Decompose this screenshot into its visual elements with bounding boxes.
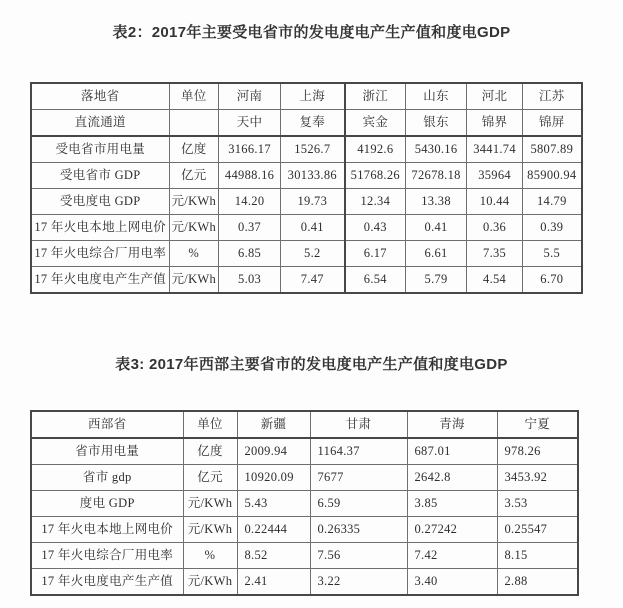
value-cell: 19.73 (281, 189, 345, 215)
value-cell: 978.26 (497, 438, 578, 465)
value-cell: 7.47 (281, 267, 345, 294)
table-header-cell: 锦屏 (523, 110, 582, 137)
table-row (31, 215, 582, 241)
row-label-cell: 受电省市用电量 (31, 136, 169, 163)
value-cell: 2.88 (497, 569, 578, 596)
table-header-cell: 河南 (219, 83, 281, 110)
table-header-cell: 单位 (183, 411, 237, 438)
unit-cell: 元/KWh (183, 517, 237, 543)
unit-cell: % (169, 241, 219, 267)
row-label-cell: 17 年火电综合厂用电率 (31, 241, 169, 267)
table-header-cell: 宾金 (345, 110, 406, 137)
table-header-cell: 单位 (169, 83, 219, 110)
western-provinces-table (30, 410, 579, 596)
value-cell: 2.41 (237, 569, 310, 596)
value-cell: 0.41 (281, 215, 345, 241)
table-header-cell: 落地省 (31, 83, 169, 110)
value-cell: 3453.92 (497, 465, 578, 491)
value-cell: 5.43 (237, 491, 310, 517)
unit-cell: 亿元 (169, 163, 219, 189)
value-cell: 3441.74 (467, 136, 523, 163)
row-label-cell: 受电省市 GDP (31, 163, 169, 189)
value-cell: 6.61 (406, 241, 467, 267)
value-cell: 8.52 (237, 543, 310, 569)
table-header-cell: 复奉 (281, 110, 345, 137)
row-label-cell: 17 年火电本地上网电价 (31, 215, 169, 241)
value-cell: 14.79 (523, 189, 582, 215)
row-label-cell: 17 年火电度电产生产值 (31, 569, 183, 596)
value-cell: 30133.86 (281, 163, 345, 189)
value-cell: 0.25547 (497, 517, 578, 543)
unit-cell: 元/KWh (169, 189, 219, 215)
value-cell: 4.54 (467, 267, 523, 294)
value-cell: 0.41 (406, 215, 467, 241)
table-header-row (31, 411, 578, 438)
receiving-provinces-table (30, 82, 583, 294)
row-label-cell: 省市 gdp (31, 465, 183, 491)
value-cell: 44988.16 (219, 163, 281, 189)
table-header-cell: 新疆 (237, 411, 310, 438)
value-cell: 687.01 (407, 438, 497, 465)
receiving-provinces-table-container (30, 82, 583, 294)
value-cell: 6.70 (523, 267, 582, 294)
table-header-row (31, 110, 582, 137)
unit-cell: % (183, 543, 237, 569)
table-row (31, 543, 578, 569)
table-header-cell: 天中 (219, 110, 281, 137)
table-row (31, 189, 582, 215)
value-cell: 10.44 (467, 189, 523, 215)
unit-cell: 元/KWh (169, 267, 219, 294)
value-cell: 1164.37 (310, 438, 407, 465)
table3-title: 表3: 2017年西部主要省市的发电度电产生产值和度电GDP (115, 356, 508, 373)
value-cell: 14.20 (219, 189, 281, 215)
western-provinces-table-container (30, 410, 579, 596)
value-cell: 0.43 (345, 215, 406, 241)
value-cell: 6.54 (345, 267, 406, 294)
value-cell: 13.38 (406, 189, 467, 215)
table-row (31, 465, 578, 491)
unit-cell: 元/KWh (183, 491, 237, 517)
unit-cell: 亿度 (183, 438, 237, 465)
value-cell: 1526.7 (281, 136, 345, 163)
table-header-cell: 浙江 (345, 83, 406, 110)
value-cell: 51768.26 (345, 163, 406, 189)
row-label-cell: 17 年火电本地上网电价 (31, 517, 183, 543)
value-cell: 5.03 (219, 267, 281, 294)
value-cell: 3.53 (497, 491, 578, 517)
value-cell: 5807.89 (523, 136, 582, 163)
table-row (31, 267, 582, 294)
value-cell: 6.59 (310, 491, 407, 517)
value-cell: 3.40 (407, 569, 497, 596)
value-cell: 8.15 (497, 543, 578, 569)
table-header-cell (169, 110, 219, 137)
value-cell: 7.42 (407, 543, 497, 569)
value-cell: 5.2 (281, 241, 345, 267)
value-cell: 4192.6 (345, 136, 406, 163)
value-cell: 5430.16 (406, 136, 467, 163)
row-label-cell: 17 年火电综合厂用电率 (31, 543, 183, 569)
table2-title: 表2：2017年主要受电省市的发电度电产生产值和度电GDP (112, 24, 511, 41)
value-cell: 2642.8 (407, 465, 497, 491)
table-header-cell: 甘肃 (310, 411, 407, 438)
table-row (31, 241, 582, 267)
value-cell: 6.85 (219, 241, 281, 267)
value-cell: 0.26335 (310, 517, 407, 543)
value-cell: 0.36 (467, 215, 523, 241)
value-cell: 0.22444 (237, 517, 310, 543)
table-header-cell: 河北 (467, 83, 523, 110)
unit-cell: 亿元 (183, 465, 237, 491)
table-header-cell: 锦界 (467, 110, 523, 137)
value-cell: 0.27242 (407, 517, 497, 543)
table-row (31, 517, 578, 543)
table-row (31, 491, 578, 517)
row-label-cell: 省市用电量 (31, 438, 183, 465)
table-row (31, 569, 578, 596)
table-row (31, 136, 582, 163)
table-header-row (31, 83, 582, 110)
table-header-cell: 上海 (281, 83, 345, 110)
table-header-cell: 银东 (406, 110, 467, 137)
value-cell: 5.79 (406, 267, 467, 294)
value-cell: 2009.94 (237, 438, 310, 465)
table-row (31, 163, 582, 189)
row-label-cell: 受电度电 GDP (31, 189, 169, 215)
unit-cell: 亿度 (169, 136, 219, 163)
unit-cell: 元/KWh (183, 569, 237, 596)
table-header-cell: 江苏 (523, 83, 582, 110)
value-cell: 72678.18 (406, 163, 467, 189)
row-label-cell: 度电 GDP (31, 491, 183, 517)
value-cell: 10920.09 (237, 465, 310, 491)
value-cell: 3.22 (310, 569, 407, 596)
value-cell: 0.37 (219, 215, 281, 241)
value-cell: 3166.17 (219, 136, 281, 163)
table-header-cell: 山东 (406, 83, 467, 110)
table-header-cell: 西部省 (31, 411, 183, 438)
unit-cell: 元/KWh (169, 215, 219, 241)
table-header-cell: 青海 (407, 411, 497, 438)
value-cell: 3.85 (407, 491, 497, 517)
value-cell: 35964 (467, 163, 523, 189)
value-cell: 7.35 (467, 241, 523, 267)
value-cell: 5.5 (523, 241, 582, 267)
value-cell: 85900.94 (523, 163, 582, 189)
value-cell: 0.39 (523, 215, 582, 241)
value-cell: 7.56 (310, 543, 407, 569)
value-cell: 12.34 (345, 189, 406, 215)
table-header-cell: 宁夏 (497, 411, 578, 438)
value-cell: 7677 (310, 465, 407, 491)
table-header-cell: 直流通道 (31, 110, 169, 137)
row-label-cell: 17 年火电度电产生产值 (31, 267, 169, 294)
table-row (31, 438, 578, 465)
value-cell: 6.17 (345, 241, 406, 267)
